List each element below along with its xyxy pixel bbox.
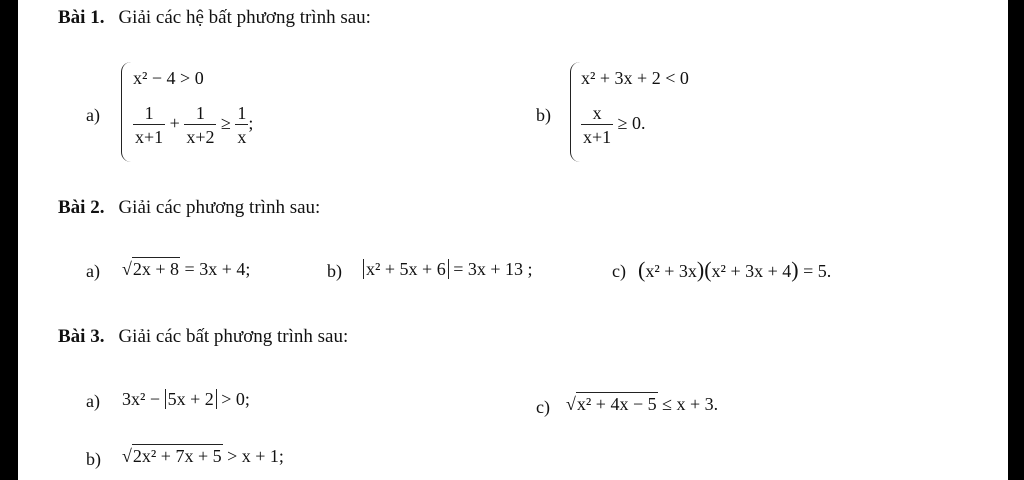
fraction: $\frac{1}{x}$ <box>237 103 247 147</box>
exercise-3a-inequality: 3x² − 5x + 2 > 0; <box>122 389 250 409</box>
exercise-2-heading <box>58 197 320 219</box>
exercise-1-heading <box>58 7 371 29</box>
exercise-2-instruction: Giải các phương trình sau: <box>118 197 321 218</box>
exercise-3c-label: c) <box>536 397 550 417</box>
exercise-1a-line2: $\frac{1}{x+1}$ + $\frac{1}{x+2}$ ≥ $\frac{1}{x}$ ; <box>135 103 254 147</box>
exercise-3b-inequality: √2x² + 7x + 5 > x + 1; <box>122 446 284 466</box>
exercise-3-heading <box>58 326 348 348</box>
exercise-2b-equation: x² + 5x + 6 = 3x + 13 ; <box>363 259 533 280</box>
absolute-value: x² + 5x + 6 <box>363 259 449 279</box>
square-root: √2x² + 7x + 5 <box>122 446 222 466</box>
exercise-2b-label: b) <box>327 261 342 281</box>
exercise-3c-inequality: √x² + 4x − 5 ≤ x + 3. <box>566 394 719 414</box>
exercise-2c-equation: (x² + 3x)(x² + 3x + 4) = 5. <box>638 257 832 282</box>
exercise-3-title: Bài 3. <box>58 326 105 347</box>
document-page <box>18 0 1008 480</box>
exercise-3b-label: b) <box>86 449 101 469</box>
fraction: $\frac{1}{x+1}$ <box>135 103 164 147</box>
square-root: √x² + 4x − 5 <box>566 394 657 414</box>
exercise-1a-label: a) <box>86 105 100 125</box>
exercise-1b-label: b) <box>536 105 551 125</box>
exercise-1-title: Bài 1. <box>58 7 105 28</box>
exercise-3-instruction: Giải các bất phương trình sau: <box>118 326 349 347</box>
exercise-1b-line2: $\frac{x}{x+1}$ ≥ 0. <box>583 103 646 147</box>
exercise-2a-equation: √2x + 8 = 3x + 4; <box>122 259 251 279</box>
fraction: $\frac{1}{x+2}$ <box>186 103 215 147</box>
exercise-1a-brace <box>121 62 131 162</box>
exercise-1b-brace <box>570 62 580 162</box>
exercise-2-title: Bài 2. <box>58 197 105 218</box>
exercise-2a-label: a) <box>86 261 100 281</box>
square-root: √2x + 8 <box>122 259 180 279</box>
exercise-1a-line1: x² − 4 > 0 <box>133 68 204 88</box>
exercise-1-instruction: Giải các hệ bất phương trình sau: <box>118 7 371 28</box>
fraction: $\frac{x}{x+1}$ <box>583 103 612 147</box>
exercise-3a-label: a) <box>86 391 100 411</box>
absolute-value: 5x + 2 <box>165 389 217 409</box>
exercise-2c-label: c) <box>612 261 626 281</box>
exercise-1b-line1: x² + 3x + 2 < 0 <box>581 68 689 88</box>
